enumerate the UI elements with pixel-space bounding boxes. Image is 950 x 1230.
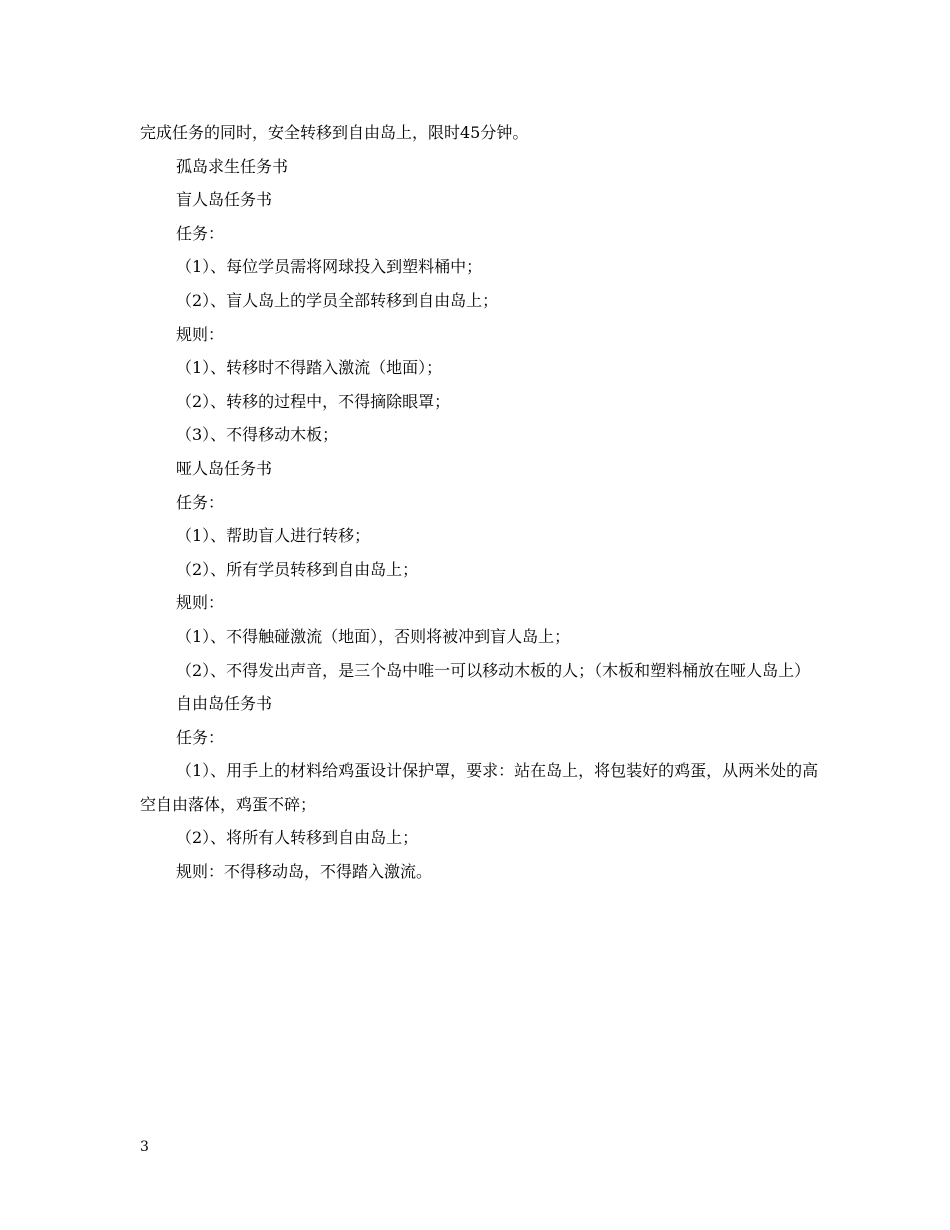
subsection-title: 盲人岛任务书 bbox=[176, 190, 273, 210]
list-item: （1）、转移时不得踏入激流（地面）； bbox=[176, 358, 443, 378]
list-item: （2）、所有学员转移到自由岛上； bbox=[176, 559, 419, 579]
document-body bbox=[140, 116, 830, 889]
paragraph: 规则： bbox=[176, 593, 225, 613]
paragraph: 任务： bbox=[176, 223, 225, 243]
page-number: 3 bbox=[140, 1139, 149, 1155]
list-item: （2）、盲人岛上的学员全部转移到自由岛上； bbox=[176, 290, 499, 310]
list-item: （1）、用手上的材料给鸡蛋设计保护罩，要求：站在岛上，将包装好的鸡蛋，从两米处的高空自由落体，鸡蛋不碎； bbox=[140, 761, 819, 814]
paragraph: 规则：不得移动岛，不得踏入激流。 bbox=[176, 862, 433, 882]
list-item: （3）、不得移动木板； bbox=[176, 425, 339, 445]
subsection-title: 哑人岛任务书 bbox=[176, 458, 273, 478]
list-item: （1）、帮助盲人进行转移； bbox=[176, 526, 371, 546]
list-item: （1）、不得触碰激流（地面），否则将被冲到盲人岛上； bbox=[176, 626, 571, 646]
paragraph: 任务： bbox=[176, 492, 225, 512]
subsection-title: 自由岛任务书 bbox=[176, 694, 273, 714]
paragraph: 完成任务的同时，安全转移到自由岛上，限时45分钟。 bbox=[140, 123, 529, 142]
list-item: （1）、每位学员需将网球投入到塑料桶中； bbox=[176, 257, 483, 277]
paragraph: 任务： bbox=[176, 727, 225, 747]
list-item: （2）、不得发出声音，是三个岛中唯一可以移动木板的人；（木板和塑料桶放在哑人岛上） bbox=[176, 660, 811, 680]
list-item: （2）、转移的过程中，不得摘除眼罩； bbox=[176, 391, 451, 411]
paragraph: 规则： bbox=[176, 324, 225, 344]
list-item: （2）、将所有人转移到自由岛上； bbox=[176, 828, 419, 848]
section-title: 孤岛求生任务书 bbox=[176, 156, 289, 176]
